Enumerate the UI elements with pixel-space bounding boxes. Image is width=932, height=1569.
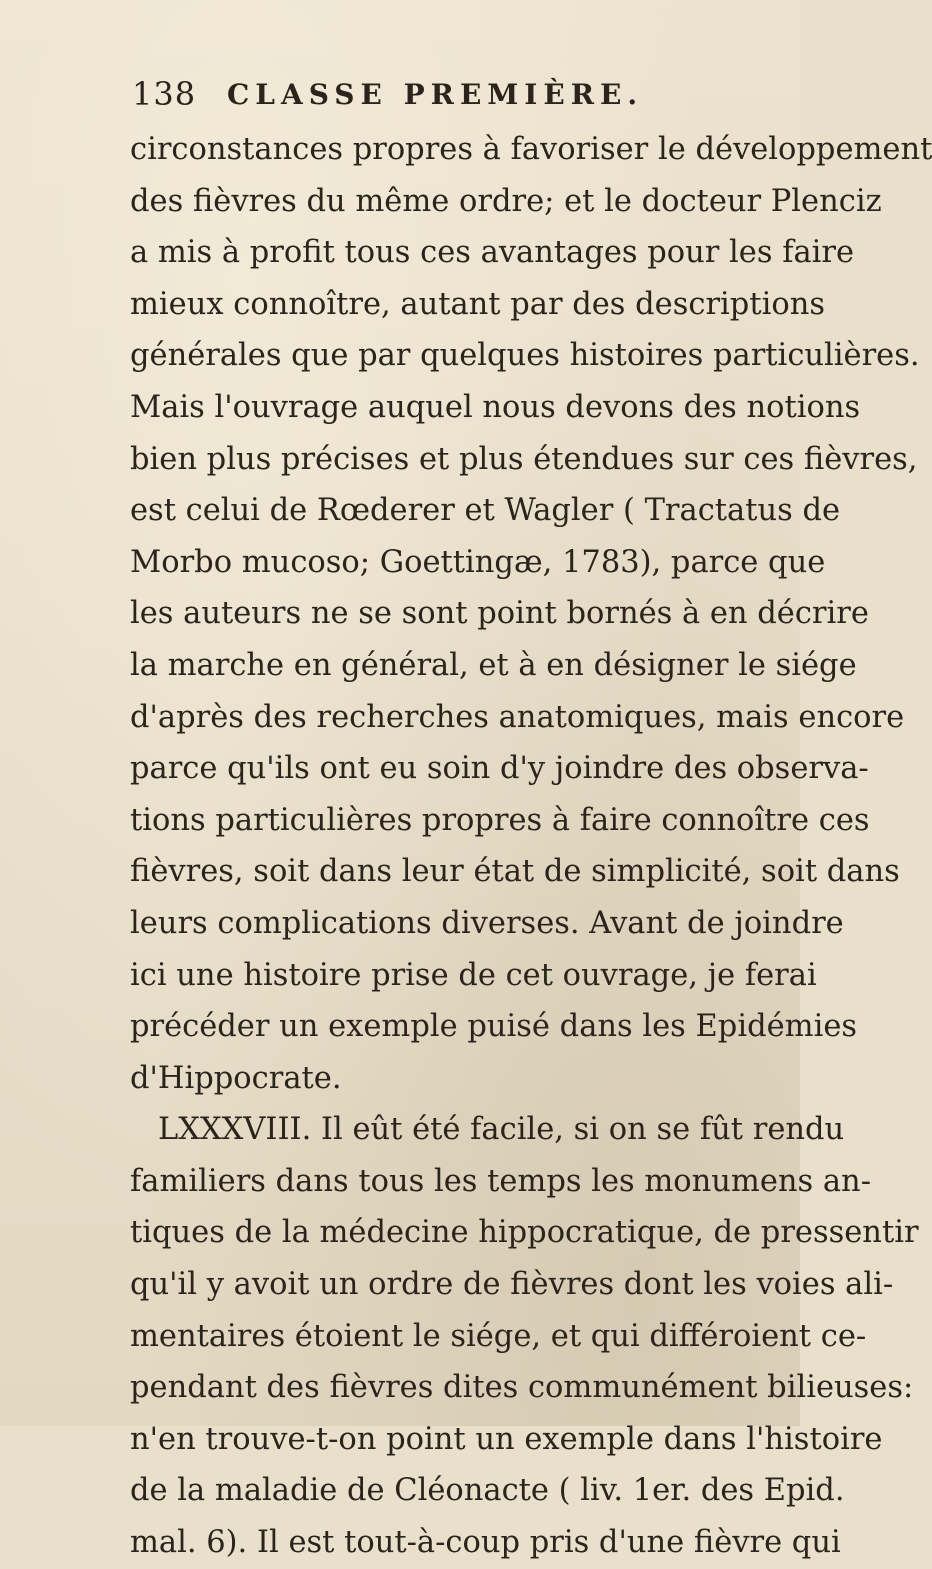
text-line: tiques de la médecine hippocratique, de pressentir [130,1215,919,1251]
page-header [132,74,692,114]
text-line: Mais l'ouvrage auquel nous devons des notions [130,389,861,425]
text-line: la marche en général, et à en désigner le siége [130,647,857,683]
text-line: de la maladie de Cléonacte ( liv. 1er. des Epid. [130,1473,845,1509]
text-line: des fièvres du même ordre; et le docteur Plenciz [130,183,882,219]
text-line: Morbo mucoso; Goettingæ, 1783), parce que [130,544,826,580]
text-line: est celui de Rœderer et Wagler ( Tractatus de [130,493,841,529]
text-line: mal. 6). Il est tout-à-coup pris d'une fièvre qui [130,1525,841,1561]
section-start-line: LXXXVIII. Il eût été facile, si on se fût rendu [158,1112,845,1148]
text-line: a mis à profit tous ces avantages pour les faire [130,235,855,271]
text-line: circonstances propres à favoriser le développement [130,132,932,167]
text-line: n'en trouve-t-on point un exemple dans l'histoire [130,1421,883,1457]
text-line: générales que par quelques histoires particulières. [130,338,920,374]
text-line: bien plus précises et plus étendues sur ces fièvres, [130,441,918,477]
text-line: les auteurs ne se sont point bornés à en décrire [130,596,869,632]
text-line: leurs complications diverses. Avant de joindre [130,905,844,941]
text-line: mieux connoître, autant par des descriptions [130,286,825,322]
page-number: 138 [132,75,197,113]
text-line: familiers dans tous les temps les monumens an- [130,1163,872,1199]
text-line: pendant des fièvres dites communément bilieuses: [130,1370,914,1406]
text-line: précéder un exemple puisé dans les Epidémies [130,1009,858,1045]
text-line: fièvres, soit dans leur état de simplicité, soit dans [130,854,900,890]
text-line: qu'il y avoit un ordre de fièvres dont les voies ali- [130,1267,894,1303]
text-line: mentaires étoient le siége, et qui différoient ce- [130,1318,867,1354]
text-line: parce qu'ils ont eu soin d'y joindre des observa- [130,751,869,787]
text-line: d'après des recherches anatomiques, mais encore [130,699,905,735]
text-line: tions particulières propres à faire connoître ces [130,802,870,838]
running-title: CLASSE PREMIÈRE. [227,78,644,111]
body-text [130,124,932,1569]
text-line: d'Hippocrate. [130,1060,342,1096]
text-line: ici une histoire prise de cet ouvrage, je ferai [130,957,817,993]
